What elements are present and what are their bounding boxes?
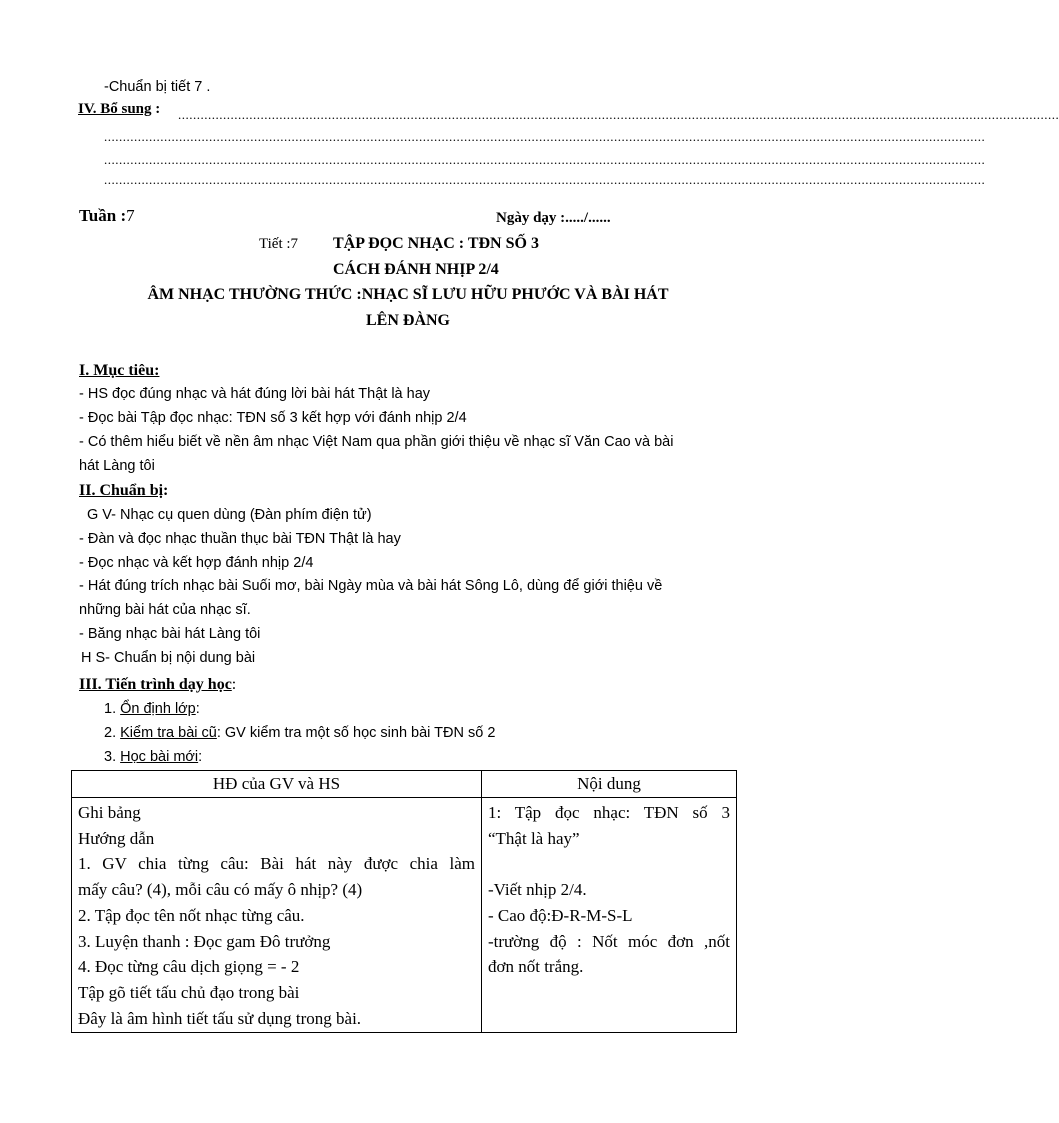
- process-heading: III. Tiến trình dạy học: [79, 676, 232, 693]
- step-label: Học bài mới: [120, 749, 199, 765]
- step-number: 1.: [104, 701, 121, 717]
- objective-item: - HS đọc đúng nhạc và hát đúng lời bài hát Thật là hay: [79, 386, 431, 402]
- process-colon: :: [231, 676, 237, 693]
- title-line-1: TẬP ĐỌC NHẠC : TĐN SỐ 3: [333, 235, 539, 252]
- table-header-row: [72, 771, 737, 798]
- week-value: 7: [126, 206, 135, 225]
- preparation-item: - Đàn và đọc nhạc thuần thục bài TĐN Thật là hay: [79, 531, 401, 547]
- activity-line: mấy câu? (4), mỗi câu có mấy ô nhịp? (4): [78, 880, 363, 900]
- step-number: 3.: [104, 749, 121, 765]
- objective-item: - Có thêm hiểu biết về nền âm nhạc Việt Nam qua phần giới thiệu về nhạc sĩ Văn Cao và bài: [79, 434, 674, 450]
- activity-line: Ghi bảng: [78, 803, 141, 822]
- preparation-heading-line: [79, 482, 168, 500]
- week-label: Tuần :: [79, 206, 127, 225]
- dots-line-4: ...........................................................................................................................................................................................................................................: [104, 172, 986, 187]
- dots-line-3: ...........................................................................................................................................................................................................................................: [104, 152, 986, 167]
- column-header-activity: HĐ của GV và HS: [72, 771, 482, 798]
- period-label: Tiết :7: [259, 236, 299, 252]
- objectives-heading: I. Mục tiêu:: [79, 362, 160, 379]
- content-line: - Cao độ:Đ-R-M-S-L: [488, 905, 633, 925]
- table-row: [72, 798, 737, 1033]
- objective-item: - Đọc bài Tập đọc nhạc: TĐN số 3 kết hợp với đánh nhịp 2/4: [79, 410, 467, 426]
- dots-line-1: ...........................................................................................................................................................................................................................................: [178, 107, 1059, 122]
- preparation-item: - Hát đúng trích nhạc bài Suối mơ, bài Ngày mùa và bài hát Sông Lô, dùng để giới thiệu về: [79, 578, 663, 594]
- preparation-item: H S- Chuẩn bị nội dung bài: [81, 650, 256, 666]
- date-label: Ngày dạy :...../......: [496, 210, 611, 226]
- activity-line: Đây là âm hình tiết tấu sử dụng trong bài.: [78, 1008, 362, 1028]
- content-cell: [482, 798, 737, 1033]
- preparation-item: những bài hát của nhạc sĩ.: [79, 602, 251, 618]
- process-heading-line: [79, 676, 236, 694]
- preparation-item: - Băng nhạc bài hát Làng tôi: [79, 626, 261, 642]
- step-label: Kiểm tra bài cũ: [120, 725, 217, 741]
- activity-line: 4. Đọc từng câu dịch giọng = - 2: [78, 957, 300, 977]
- lesson-table: [71, 770, 737, 1033]
- content-line: [488, 851, 730, 877]
- title-line-4: LÊN ĐÀNG: [365, 312, 450, 329]
- step-rest: :: [195, 701, 200, 717]
- week-line: [79, 206, 135, 226]
- activity-line: 3. Luyện thanh : Đọc gam Đô trưởng: [78, 931, 331, 951]
- objective-item: hát Làng tôi: [79, 458, 155, 474]
- activity-line: Tập gõ tiết tấu chủ đạo trong bài: [78, 982, 300, 1002]
- preparation-item: G V- Nhạc cụ quen dùng (Đàn phím điện tử): [87, 507, 372, 523]
- title-line-2: CÁCH ĐÁNH NHỊP 2/4: [333, 261, 499, 278]
- step-number: 2.: [104, 725, 121, 741]
- preparation-item: - Đọc nhạc và kết hợp đánh nhịp 2/4: [79, 555, 314, 571]
- content-line: -Viết nhịp 2/4.: [488, 880, 587, 900]
- preparation-heading: II. Chuẩn bị: [79, 482, 164, 499]
- step-rest: :: [198, 749, 203, 765]
- content-line: “Thật là hay”: [488, 828, 580, 848]
- process-step: [104, 701, 200, 717]
- column-header-content: Nội dung: [482, 771, 737, 798]
- process-step: [104, 749, 202, 765]
- activity-line: 1. GV chia từng câu: Bài hát này được chia làm: [78, 854, 475, 874]
- content-line: 1: Tập đọc nhạc: TĐN số 3: [488, 803, 730, 822]
- supplement-label: [78, 101, 160, 118]
- step-rest: : GV kiểm tra một số học sinh bài TĐN số 2: [216, 725, 496, 741]
- activity-line: Hướng dẫn: [78, 828, 155, 848]
- step-label: Ổn định lớp: [120, 701, 196, 717]
- activity-line: 2. Tập đọc tên nốt nhạc từng câu.: [78, 905, 305, 925]
- title-line-3: ÂM NHẠC THƯỜNG THỨC :NHẠC SĨ LƯU HỮU PHƯỚC VÀ BÀI HÁT: [147, 286, 669, 303]
- activity-cell: [72, 798, 482, 1033]
- supplement-colon: :: [151, 101, 161, 117]
- preparation-colon: :: [163, 482, 169, 499]
- content-line: -trường độ : Nốt móc đơn ,nốt: [488, 931, 730, 951]
- prep-next-text: -Chuẩn bị tiết 7 .: [104, 79, 211, 95]
- supplement-heading: IV. Bổ sung: [78, 101, 152, 117]
- content-line: đơn nốt trắng.: [488, 957, 584, 977]
- process-step: [104, 725, 495, 741]
- dots-line-2: ...........................................................................................................................................................................................................................................: [104, 129, 986, 144]
